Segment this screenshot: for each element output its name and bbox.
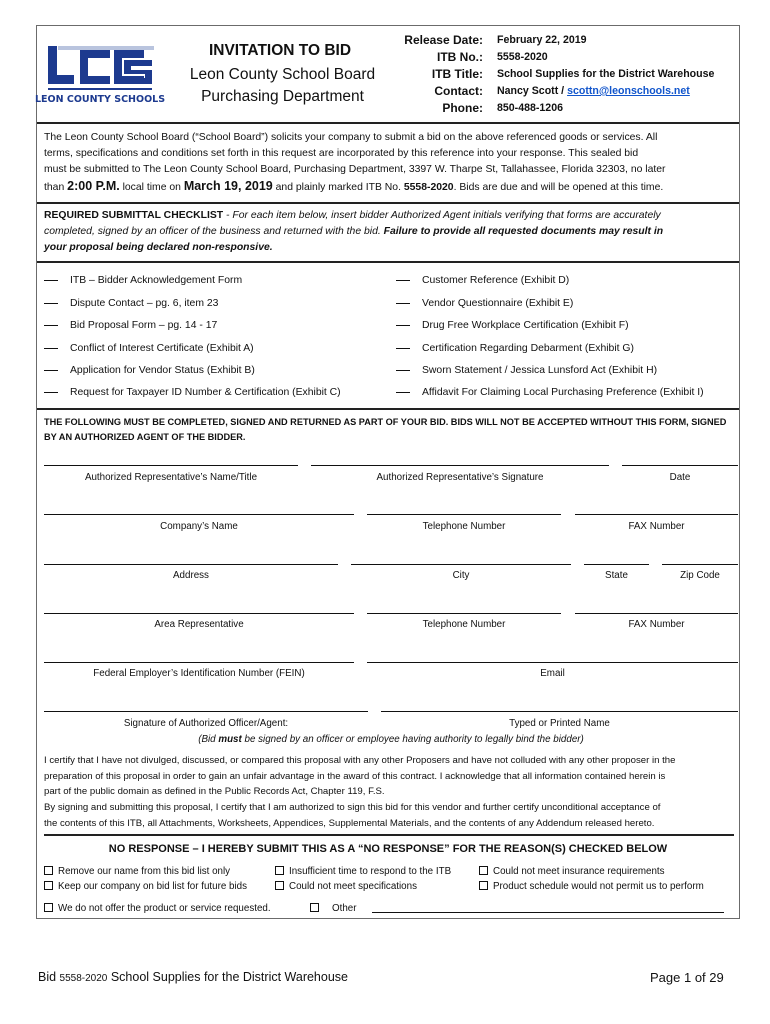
checkbox[interactable] (479, 866, 488, 875)
officer-signature-line[interactable] (44, 711, 368, 712)
opt-remove-name[interactable] (44, 866, 230, 877)
initials-blank[interactable] (396, 370, 410, 371)
address-line[interactable] (44, 564, 338, 565)
itb-no-label: ITB No.: (437, 50, 483, 64)
date-line[interactable] (622, 465, 738, 466)
note-text: be signed by an officer or employee having authority to legally bind the bidder) (241, 734, 584, 745)
intro-text: local time on (119, 182, 184, 193)
fax2-label: FAX Number (628, 619, 685, 630)
checkbox[interactable] (275, 866, 284, 875)
checklist-item (396, 275, 569, 286)
area-rep-label: Area Representative (154, 619, 244, 630)
initials-blank[interactable] (44, 303, 58, 304)
intro-divider (37, 202, 739, 204)
footer-text: Bid (38, 970, 60, 984)
intro-line: terms, specifications and conditions set forth in this request are incorporated by this reference into your response. This sealed bid (44, 148, 639, 159)
org-line2: Purchasing Department (201, 88, 364, 105)
initials-blank[interactable] (396, 325, 410, 326)
checklist-item-label: Dispute Contact – pg. 6, item 23 (70, 298, 219, 309)
checkbox[interactable] (479, 881, 488, 890)
fein-label: Federal Employer’s Identification Number (FEIN) (93, 668, 305, 679)
cert-line: part of the public domain as defined in the Public Records Act, Chapter 119, F.S. (44, 786, 385, 797)
date-label: Date (669, 472, 691, 483)
checklist-item-label: Sworn Statement / Jessica Lunsford Act (Exhibit H) (422, 365, 658, 376)
zip-label: Zip Code (680, 570, 720, 581)
checklist-item-label: Application for Vendor Status (Exhibit B) (70, 365, 255, 376)
checkbox[interactable] (275, 881, 284, 890)
itb-number: 5558-2020 (403, 182, 454, 193)
logo-text: LEON COUNTY SCHOOLS (34, 94, 166, 105)
checklist-bottom-divider (37, 408, 739, 410)
footer-bid-number: 5558-2020 (59, 973, 108, 984)
doc-title: INVITATION TO BID (208, 42, 352, 59)
checklist-item-label: Request for Taxpayer ID Number & Certification (Exhibit C) (70, 387, 341, 398)
checklist-item-label: Vendor Questionnaire (Exhibit E) (422, 298, 574, 309)
cert-line: the contents of this ITB, all Attachments, Worksheets, Appendices, Supplemental Materials, and the contents of any Addendum released hereto. (44, 817, 655, 829)
fax-line[interactable] (575, 514, 738, 515)
checklist-text: completed, signed by an officer of the business and returned with the bid. (44, 226, 384, 237)
checklist-item (44, 343, 254, 354)
signature-note (44, 734, 738, 745)
typed-name-line[interactable] (381, 711, 738, 712)
contact-label: Contact: (434, 84, 483, 98)
contact-value (497, 85, 690, 97)
company-label: Company’s Name (160, 521, 238, 532)
company-line[interactable] (44, 514, 354, 515)
initials-blank[interactable] (396, 348, 410, 349)
must-complete-notice (44, 415, 738, 445)
opt-insufficient-time[interactable] (275, 866, 451, 877)
fax-label: FAX Number (628, 521, 685, 532)
other-reason-line[interactable] (372, 912, 724, 913)
rep-signature-label: Authorized Representative’s Signature (376, 472, 544, 483)
checklist-item (44, 320, 217, 331)
city-line[interactable] (351, 564, 571, 565)
option-label: Keep our company on bid list for future bids (58, 881, 247, 892)
checkbox[interactable] (44, 881, 53, 890)
org-line1: Leon County School Board (189, 66, 376, 83)
intro-text: than (44, 182, 68, 193)
leon-county-schools-logo (34, 44, 166, 106)
page-number: Page 1 of 29 (650, 970, 724, 985)
intro-text: . Bids are due and will be opened at this time. (453, 182, 664, 193)
certification-paragraph-2 (44, 800, 738, 831)
option-label: Other (332, 903, 357, 914)
checklist-item-label: Customer Reference (Exhibit D) (422, 275, 570, 286)
opt-product-schedule[interactable] (479, 881, 704, 892)
opt-do-not-offer[interactable] (44, 903, 271, 914)
area-rep-line[interactable] (44, 613, 354, 614)
checkbox[interactable] (310, 903, 319, 912)
checklist-item-label: Bid Proposal Form – pg. 14 - 17 (70, 320, 218, 331)
telephone-label: Telephone Number (422, 521, 506, 532)
email-label: Email (540, 668, 565, 679)
due-time: 2:00 P.M. (67, 179, 120, 193)
due-date: March 19, 2019 (183, 179, 273, 193)
certification-divider (44, 834, 734, 836)
intro-line: must be submitted to The Leon County School Board, Purchasing Department, 3397 W. Tharpe St, Tallahassee, Florida 32303, no later (44, 164, 666, 175)
checklist-warning: your proposal being declared non-responsive. (44, 242, 273, 253)
option-label: Could not meet specifications (289, 881, 417, 892)
initials-blank[interactable] (396, 280, 410, 281)
initials-blank[interactable] (44, 348, 58, 349)
intro-line: The Leon County School Board (“School Board”) solicits your company to submit a bid on the above referenced goods or services. All (44, 132, 658, 143)
initials-blank[interactable] (396, 303, 410, 304)
typed-name-label: Typed or Printed Name (509, 718, 610, 729)
cert-line: I certify that I have not divulged, discussed, or compared this proposal with any other Proposers and have not colluded with any other proposer in the (44, 755, 676, 766)
opt-could-not-meet-specs[interactable] (275, 881, 417, 892)
checklist-instructions (44, 208, 734, 256)
city-label: City (452, 570, 470, 581)
option-label: We do not offer the product or service requested. (58, 903, 271, 914)
telephone2-label: Telephone Number (422, 619, 506, 630)
cert-line: preparation of this proposal in order to gain an unfair advantage in the award of this contract. I acknowledge that all information contained herein is (44, 770, 666, 782)
notice-line: BY AN AUTHORIZED AGENT OF THE BIDDER. (44, 432, 246, 442)
address-label: Address (173, 570, 209, 581)
phone-value: 850-488-1206 (497, 102, 563, 114)
opt-keep-company[interactable] (44, 881, 247, 892)
itb-title-value: School Supplies for the District Warehouse (497, 68, 715, 80)
checklist-item-label: Certification Regarding Debarment (Exhibit G) (422, 343, 634, 354)
intro-text: and plainly marked ITB No. (272, 182, 404, 193)
telephone2-line[interactable] (367, 613, 561, 614)
state-label: State (605, 570, 628, 581)
opt-other[interactable] (310, 903, 357, 914)
state-line[interactable] (584, 564, 649, 565)
option-label: Could not meet insurance requirements (493, 866, 665, 877)
opt-insurance[interactable] (479, 866, 665, 877)
rep-name-line[interactable] (44, 465, 298, 466)
certification-paragraph-1 (44, 753, 738, 800)
itb-no-value: 5558-2020 (497, 51, 548, 63)
note-text: (Bid (198, 734, 219, 745)
rep-name-label: Authorized Representative’s Name/Title (84, 472, 258, 483)
fein-line[interactable] (44, 662, 354, 663)
checklist-heading: REQUIRED SUBMITTAL CHECKLIST (44, 210, 224, 221)
checkbox[interactable] (44, 903, 53, 912)
checklist-item-label: ITB – Bidder Acknowledgement Form (70, 275, 243, 286)
intro-line (44, 178, 734, 196)
telephone-line[interactable] (367, 514, 561, 515)
initials-blank[interactable] (44, 325, 58, 326)
fax2-line[interactable] (575, 613, 738, 614)
footer-text: School Supplies for the District Warehouse (107, 970, 348, 984)
officer-signature-label: Signature of Authorized Officer/Agent: (123, 718, 289, 729)
note-emphasis: must (218, 734, 242, 745)
checklist-item (44, 365, 255, 376)
checklist-text: - For each item below, insert bidder Authorized Agent initials verifying that forms are accurately (223, 210, 661, 221)
rep-signature-line[interactable] (311, 465, 609, 466)
initials-blank[interactable] (396, 392, 410, 393)
no-response-title: NO RESPONSE – I HEREBY SUBMIT THIS AS A “NO RESPONSE” FOR THE REASON(S) CHECKED BELOW (108, 843, 668, 855)
initials-blank[interactable] (44, 370, 58, 371)
checklist-item (44, 387, 341, 398)
option-label: Insufficient time to respond to the ITB (289, 866, 452, 877)
checklist-item (396, 387, 704, 398)
checklist-divider (37, 261, 739, 263)
initials-blank[interactable] (44, 280, 58, 281)
option-label: Remove our name from this bid list only (58, 866, 231, 877)
release-date-label: Release Date: (404, 33, 483, 47)
release-date-value: February 22, 2019 (497, 34, 587, 46)
checklist-item (396, 298, 573, 309)
initials-blank[interactable] (44, 392, 58, 393)
zip-line[interactable] (662, 564, 738, 565)
checklist-item-label: Affidavit For Claiming Local Purchasing Preference (Exhibit I) (422, 387, 704, 398)
intro-paragraph (44, 130, 734, 196)
checklist-warning: Failure to provide all requested documents may result in (383, 226, 664, 237)
checklist-item (396, 320, 629, 331)
checklist-item (396, 365, 657, 376)
contact-email-link[interactable]: scottn@leonschools.net (567, 85, 690, 97)
notice-line: THE FOLLOWING MUST BE COMPLETED, SIGNED AND RETURNED AS PART OF YOUR BID. BIDS WILL NOT BE ACCEPTED WITHOUT THIS FORM, SIGNED (44, 417, 727, 427)
checklist-item (44, 298, 218, 309)
phone-label: Phone: (442, 101, 483, 115)
checkbox[interactable] (44, 866, 53, 875)
cert-line: By signing and submitting this proposal, I certify that I am authorized to sign this bid for this vendor and further certify unconditional acceptance of (44, 802, 661, 813)
itb-title-label: ITB Title: (431, 67, 483, 81)
checklist-item (44, 275, 242, 286)
option-label: Product schedule would not permit us to perform (493, 881, 704, 892)
header-divider (37, 122, 739, 124)
checklist-item (396, 343, 634, 354)
contact-name: Nancy Scott / (497, 85, 568, 97)
checklist-item-label: Conflict of Interest Certificate (Exhibit A) (70, 343, 254, 354)
email-line[interactable] (367, 662, 738, 663)
footer-bid-title (38, 970, 348, 984)
checklist-item-label: Drug Free Workplace Certification (Exhibit F) (422, 320, 629, 331)
